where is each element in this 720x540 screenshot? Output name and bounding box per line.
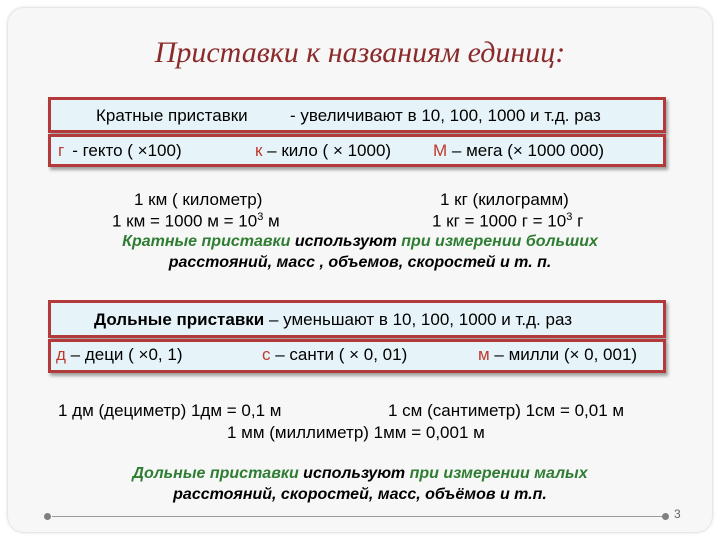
footer-dot-right <box>662 513 669 520</box>
prefix-mega <box>433 141 604 161</box>
prefix-text: – санти ( × 0, 01) <box>270 345 408 364</box>
prefix-text: – кило ( × 1000) <box>262 141 392 160</box>
equation-base: 1 кг = 1000 г = 10 <box>432 211 567 231</box>
note-condition: при измерении малых <box>409 465 588 482</box>
prefix-kilo <box>255 141 391 161</box>
prefix-text: - гекто ( ×100) <box>72 141 182 160</box>
prefix-centi <box>262 345 407 365</box>
prefix-letter: М <box>433 141 448 160</box>
footer-line <box>52 516 662 517</box>
submultiple-header-term: Дольные приставки <box>94 310 265 329</box>
example-km-equation <box>112 211 280 232</box>
note-term: Дольные приставки <box>132 465 299 482</box>
footer-dot-left <box>44 513 51 520</box>
prefix-letter: г <box>58 141 65 160</box>
multiple-usage-note <box>60 231 660 273</box>
equation-exponent: 3 <box>566 211 573 223</box>
note-condition: при измерении больших <box>401 233 598 250</box>
equation-unit: м <box>263 211 280 231</box>
prefix-hecto <box>58 141 182 161</box>
example-kg-name: 1 кг (килограмм) <box>440 190 569 209</box>
prefix-letter: к <box>255 141 263 160</box>
prefix-text: – деци ( ×0, 1) <box>65 345 183 364</box>
example-km-name: 1 км ( километр) <box>134 190 263 209</box>
equation-exponent: 3 <box>257 211 264 223</box>
prefix-text: – мега (× 1000 000) <box>447 141 605 160</box>
note-verb: используют <box>298 465 410 482</box>
page-number: 3 <box>674 507 681 521</box>
note-line-2: расстояний, масс , объемов, скоростей и т. п. <box>168 254 552 271</box>
note-line-1 <box>60 463 660 484</box>
equation-base: 1 км = 1000 м = 10 <box>112 211 258 231</box>
note-line-1 <box>60 231 660 252</box>
slide-title: Приставки к названиям единиц: <box>154 36 566 69</box>
note-line-2: расстояний, скоростей, масс, объёмов и т.п. <box>173 486 547 503</box>
prefix-text: – милли (× 0, 001) <box>489 345 638 364</box>
equation-unit: г <box>572 211 584 231</box>
prefix-deci <box>56 345 182 365</box>
note-term: Кратные приставки <box>122 233 291 250</box>
example-kg-equation <box>432 211 583 232</box>
submultiple-header-rest: – уменьшают в 10, 100, 1000 и т.д. раз <box>264 310 573 329</box>
prefix-letter: с <box>262 345 271 364</box>
submultiple-header <box>94 310 572 330</box>
submultiple-usage-note <box>60 463 660 505</box>
example-cm: 1 см (сантиметр) 1см = 0,01 м <box>388 401 625 420</box>
note-verb: используют <box>290 233 402 250</box>
example-dm: 1 дм (дециметр) 1дм = 0,1 м <box>58 401 282 420</box>
example-mm: 1 мм (миллиметр) 1мм = 0,001 м <box>227 423 485 442</box>
prefix-letter: д <box>56 345 66 364</box>
prefix-letter: м <box>478 345 490 364</box>
multiple-header-term: Кратные приставки <box>96 106 248 125</box>
multiple-header-rest: - увеличивают в 10, 100, 1000 и т.д. раз <box>290 106 601 125</box>
prefix-milli <box>478 345 637 365</box>
